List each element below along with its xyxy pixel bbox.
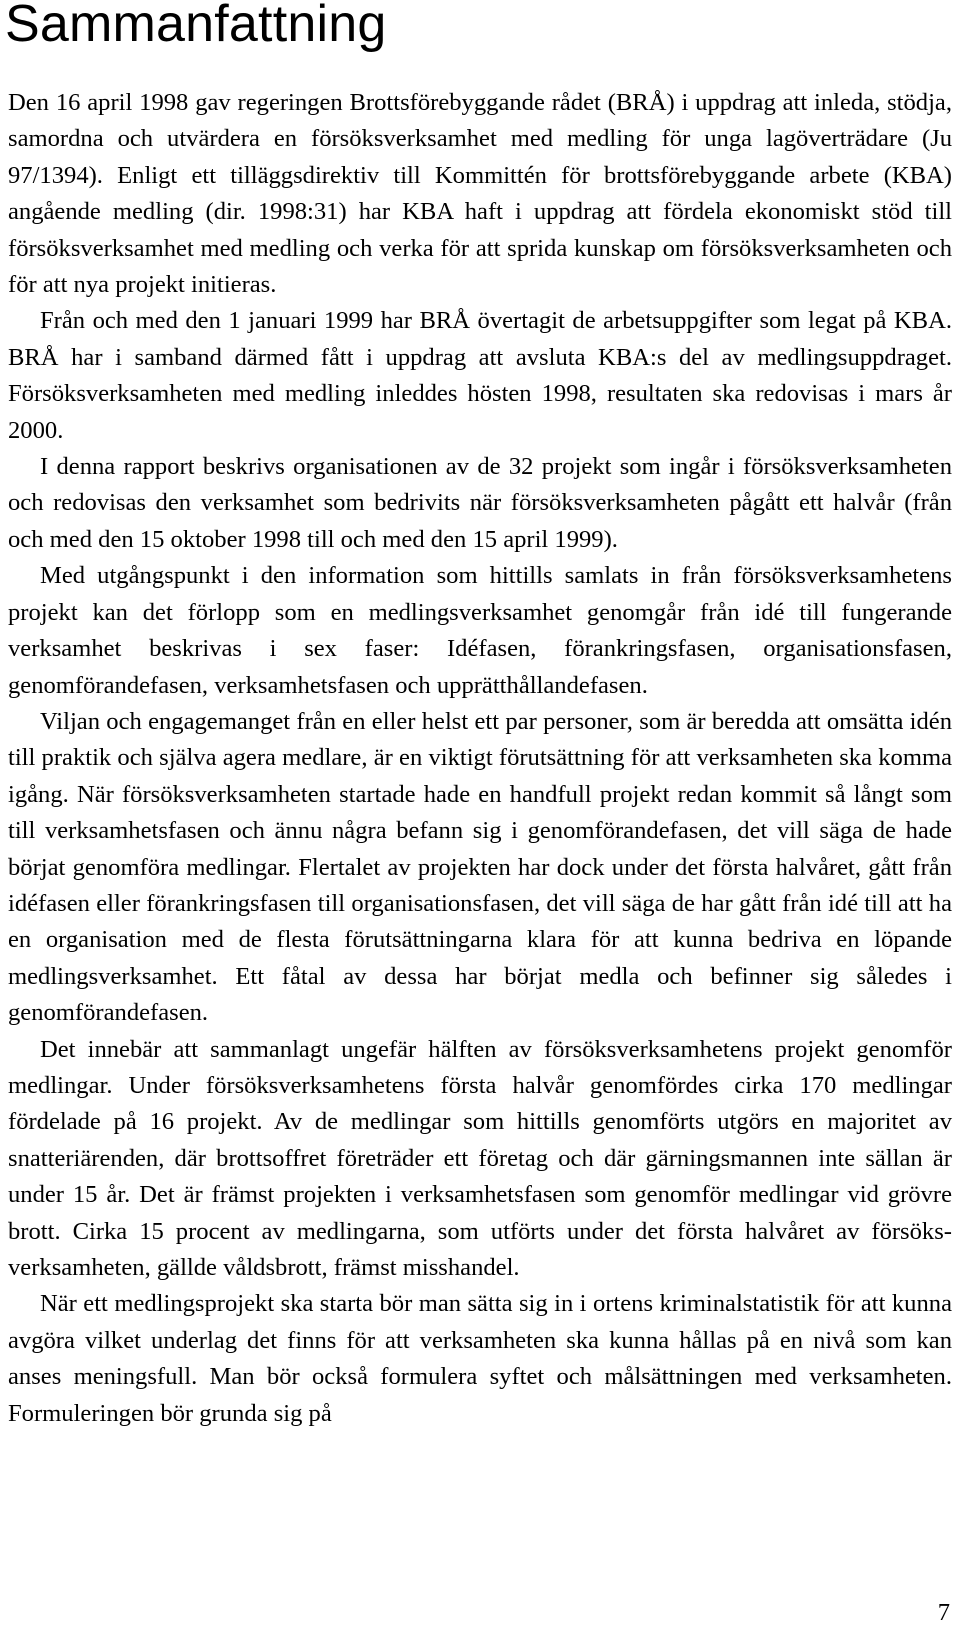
summary-body	[8, 85, 952, 1432]
paragraph-5: Viljan och engagemanget från en eller helst ett par personer, som är beredda att omsätta idén till praktik och själva agera medlare, är en viktigt förutsättning för att verksamheten ska komma igång. När försöksverksamheten startade hade en handfull projekt redan kommit så långt som till verksamhetsfasen och ännu några befann sig i genomförandefasen, det vill säga de hade börjat genomföra medlingar. Flertalet av projekten har dock under det första halvåret, gått från idéfasen eller förankringsfasen till organisationsfasen, det vill säga de har gått från idé till att ha en organisation med de flesta förutsättningarna klara för att kunna bedriva en löpande medlingsverksamhet. Ett fåtal av dessa har börjat medla och befinner sig således i genomförandefasen.	[8, 707, 952, 1027]
paragraph-4: Med utgångspunkt i den information som hittills samlats in från försöksverksamhetens projekt kan det förlopp som en medlingsverksamhet genomgår från idé till fungerande verksamhet beskrivas i sex faser: Idéfasen, förankringsfasen, organisationsfasen, genomförandefasen, verksamhetsfasen och upprätthållandefasen.	[8, 562, 952, 699]
paragraph-7: När ett medlingsprojekt ska starta bör man sätta sig in i ortens kriminalstatistik för att kunna avgöra vilket underlag det finns för att verksamheten ska kunna hållas på en nivå som kan anses meningsfull. Man bör också formulera syftet och målsättningen med verksamheten. Formuleringen bör grunda sig på	[8, 1290, 952, 1427]
page-number: 7	[937, 1599, 950, 1626]
paragraph-3: I denna rapport beskrivs organisationen av de 32 projekt som ingår i försöksverksamheten och redovisas den verksamhet som bedrivits när försöksverksamheten pågått ett halvår (från och med den 15 oktober 1998 till och med den 15 april 1999).	[8, 453, 952, 553]
paragraph-6: Det innebär att sammanlagt ungefär hälften av försöksverksamhetens projekt genomför medlingar. Under försöksverksamhetens första halvår genomfördes cirka 170 medlingar fördelade på 16 projekt. Av de medlingar som hittills genomförts utgörs en majoritet av snatteriärenden, där brottsoffret företräder ett företag och där gärningsmannen inte sällan är under 15 år. Det är främst projekten i verksamhetsfasen som genomför medlingar vid grövre brott. Cirka 15 procent av medlingarna, som utförts under det första halvåret av försöksverksamheten, gällde våldsbrott, främst misshandel.	[8, 1035, 952, 1281]
paragraph-1: Den 16 april 1998 gav regeringen Brottsförebyggande rådet (BRÅ) i uppdrag att inleda, stödja, samordna och utvärdera en försöksverksamhet med medling för unga lagöverträdare (Ju 97/1394). Enligt ett tilläggsdirektiv till Kommittén för brottsförebyggande arbete (KBA) angående medling (dir. 1998:31) har KBA haft i uppdrag att fördela ekonomiskt stöd till försöksverksamhet med medling och verka för att sprida kunskap om försöksverksamheten och för att nya projekt initieras.	[8, 89, 952, 299]
paragraph-2: Från och med den 1 januari 1999 har BRÅ övertagit de arbetsuppgifter som legat på KBA. BRÅ har i samband därmed fått i uppdrag att avsluta KBA:s del av medlingsuppdraget. Försöksverksamheten med medling inleddes hösten 1998, resultaten ska redovisas i mars år 2000.	[8, 307, 952, 444]
page-title: Sammanfattning	[5, 0, 387, 53]
